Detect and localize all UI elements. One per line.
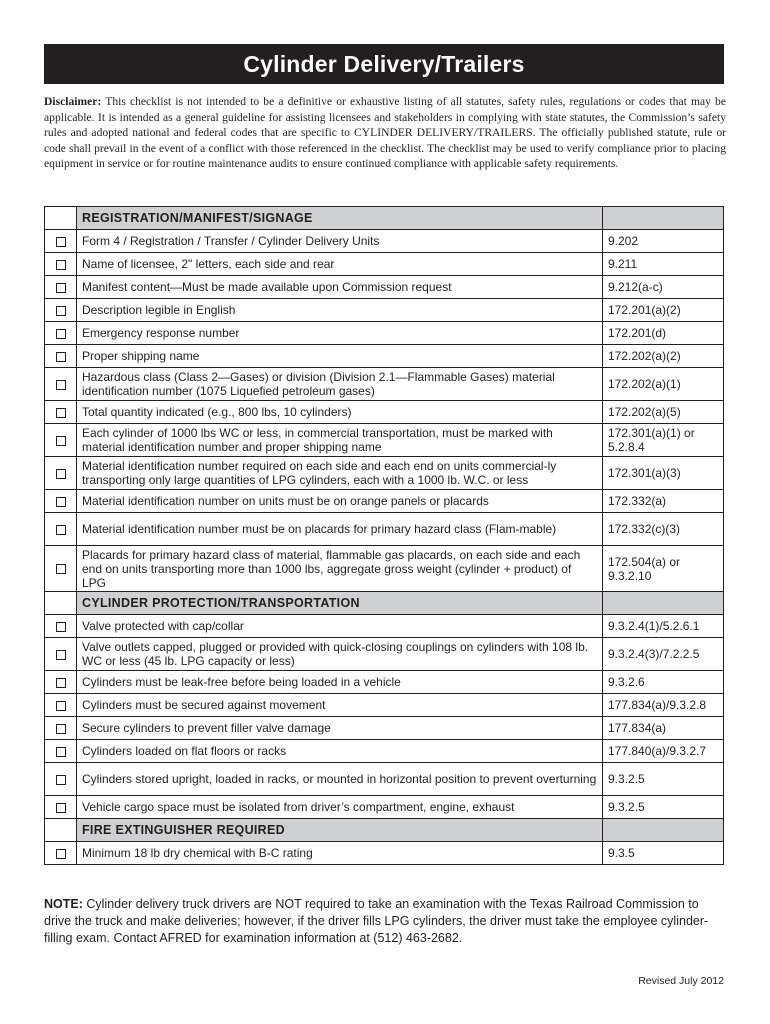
item-reference: 177.834(a) — [603, 717, 724, 740]
checklist-row — [45, 842, 724, 865]
item-text: Emergency response number — [77, 322, 603, 345]
checklist-row — [45, 424, 724, 457]
checklist-row — [45, 671, 724, 694]
item-text: Material identification number must be on placards for primary hazard class (Flam-mable) — [77, 513, 603, 546]
checkbox[interactable] — [56, 306, 66, 316]
item-reference: 172.301(a)(1) or 5.2.8.4 — [603, 424, 724, 457]
checklist-table — [44, 206, 724, 865]
item-reference: 177.840(a)/9.3.2.7 — [603, 740, 724, 763]
section-header-registration — [45, 207, 724, 230]
item-text: Proper shipping name — [77, 345, 603, 368]
note-text: Cylinder delivery truck drivers are NOT required to take an examination with the Texas Railroad Commission to drive the truck and make deliveries; however, if the driver fills LPG cylinders, the driver must take the employee cylinder-filling exam. Contact AFRED for examination information at (512) 463-2682. — [44, 897, 709, 945]
revision-date: Revised July 2012 — [638, 975, 724, 987]
checkbox[interactable] — [56, 622, 66, 632]
item-text: Cylinders must be secured against movement — [77, 694, 603, 717]
item-text: Material identification number on units must be on orange panels or placards — [77, 490, 603, 513]
item-reference: 172.504(a) or 9.3.2.10 — [603, 546, 724, 592]
item-text: Minimum 18 lb dry chemical with B-C rating — [77, 842, 603, 865]
checkbox[interactable] — [56, 469, 66, 479]
disclaimer — [44, 94, 726, 172]
item-text: Cylinders stored upright, loaded in racks, or mounted in horizontal position to prevent overturning — [77, 763, 603, 796]
item-text: Vehicle cargo space must be isolated from driver’s compartment, engine, exhaust — [77, 796, 603, 819]
item-text: Cylinders loaded on flat floors or racks — [77, 740, 603, 763]
item-text: Valve protected with cap/collar — [77, 615, 603, 638]
checkbox[interactable] — [56, 678, 66, 688]
item-reference: 172.202(a)(2) — [603, 345, 724, 368]
item-reference: 9.3.2.5 — [603, 763, 724, 796]
checkbox[interactable] — [56, 564, 66, 574]
item-text: Material identification number required on each side and each end on units commercial-ly transporting only large quantities of LPG cylinders, each with a 1000 lb. W.C. or less — [77, 457, 603, 490]
checkbox[interactable] — [56, 380, 66, 390]
checklist-row — [45, 457, 724, 490]
section-heading: REGISTRATION/MANIFEST/SIGNAGE — [77, 207, 603, 230]
checklist-row — [45, 299, 724, 322]
checklist-row — [45, 694, 724, 717]
item-text: Total quantity indicated (e.g., 800 lbs, 10 cylinders) — [77, 401, 603, 424]
checklist-row — [45, 490, 724, 513]
checklist-row — [45, 368, 724, 401]
checkbox[interactable] — [56, 701, 66, 711]
checkbox[interactable] — [56, 260, 66, 270]
checkbox[interactable] — [56, 352, 66, 362]
item-reference: 9.3.2.4(3)/7.2.2.5 — [603, 638, 724, 671]
checklist-row — [45, 740, 724, 763]
disclaimer-label: Disclaimer: — [44, 95, 102, 108]
checkbox[interactable] — [56, 525, 66, 535]
item-reference: 172.201(d) — [603, 322, 724, 345]
section-header-fire-extinguisher — [45, 819, 724, 842]
checkbox[interactable] — [56, 237, 66, 247]
checkbox[interactable] — [56, 650, 66, 660]
checklist-row — [45, 253, 724, 276]
section-heading: CYLINDER PROTECTION/TRANSPORTATION — [77, 592, 603, 615]
checklist-row — [45, 638, 724, 671]
item-reference: 177.834(a)/9.3.2.8 — [603, 694, 724, 717]
item-text: Valve outlets capped, plugged or provided with quick-closing couplings on cylinders with 108 lb. WC or less (45 lb. LPG capacity or less) — [77, 638, 603, 671]
checklist-row — [45, 546, 724, 592]
checkbox[interactable] — [56, 497, 66, 507]
checkbox[interactable] — [56, 408, 66, 418]
checklist-row — [45, 717, 724, 740]
checkbox[interactable] — [56, 283, 66, 293]
checkbox[interactable] — [56, 849, 66, 859]
item-reference: 9.211 — [603, 253, 724, 276]
item-text: Description legible in English — [77, 299, 603, 322]
item-reference: 9.202 — [603, 230, 724, 253]
note-label: NOTE: — [44, 897, 83, 911]
item-reference: 172.332(c)(3) — [603, 513, 724, 546]
item-text: Manifest content—Must be made available upon Commission request — [77, 276, 603, 299]
item-text: Placards for primary hazard class of material, flammable gas placards, on each side and each end on units transporting more than 1000 lbs, aggregate gross weight (cylinder + product) of LPG — [77, 546, 603, 592]
item-reference: 172.201(a)(2) — [603, 299, 724, 322]
item-text: Form 4 / Registration / Transfer / Cylinder Delivery Units — [77, 230, 603, 253]
item-text: Name of licensee, 2" letters, each side and rear — [77, 253, 603, 276]
item-reference: 9.3.5 — [603, 842, 724, 865]
checklist-row — [45, 276, 724, 299]
checklist-row — [45, 230, 724, 253]
checklist-row — [45, 615, 724, 638]
item-text: Hazardous class (Class 2—Gases) or division (Division 2.1—Flammable Gases) material identification number (1075 Liquefied petroleum gases) — [77, 368, 603, 401]
disclaimer-text: This checklist is not intended to be a definitive or exhaustive listing of all statutes, safety rules, regulations or codes that may be applicable. It is intended as a general guideline for assisting licensees and stakeholders in complying with state statutes, the Commission’s safety rules and adopted national and federal codes that are specific to CYLINDER DELIVERY/TRAILERS. The officially published statute, rule or code shall prevail in the event of a conflict with those referenced in the checklist. The checklist may be used to verify compliance prior to placing equipment in service or for routine maintenance audits to ensure continued compliance with applicable safety requirements. — [44, 95, 726, 171]
item-reference: 9.3.2.5 — [603, 796, 724, 819]
checkbox[interactable] — [56, 436, 66, 446]
item-reference: 172.202(a)(1) — [603, 368, 724, 401]
section-header-cylinder-protection — [45, 592, 724, 615]
item-reference: 9.212(a-c) — [603, 276, 724, 299]
checkbox[interactable] — [56, 747, 66, 757]
checklist-row — [45, 763, 724, 796]
checkbox[interactable] — [56, 775, 66, 785]
item-text: Cylinders must be leak-free before being loaded in a vehicle — [77, 671, 603, 694]
item-reference: 172.301(a)(3) — [603, 457, 724, 490]
checkbox[interactable] — [56, 724, 66, 734]
checkbox[interactable] — [56, 803, 66, 813]
note — [44, 896, 724, 947]
checklist-row — [45, 401, 724, 424]
checklist-row — [45, 345, 724, 368]
item-reference: 172.202(a)(5) — [603, 401, 724, 424]
item-text: Each cylinder of 1000 lbs WC or less, in commercial transportation, must be marked with material identification number and proper shipping name — [77, 424, 603, 457]
checklist-row — [45, 322, 724, 345]
section-heading: FIRE EXTINGUISHER REQUIRED — [77, 819, 603, 842]
checklist-row — [45, 796, 724, 819]
item-reference: 9.3.2.4(1)/5.2.6.1 — [603, 615, 724, 638]
item-reference: 172.332(a) — [603, 490, 724, 513]
page-title: Cylinder Delivery/Trailers — [44, 44, 724, 84]
item-text: Secure cylinders to prevent filler valve damage — [77, 717, 603, 740]
item-reference: 9.3.2.6 — [603, 671, 724, 694]
checklist-row — [45, 513, 724, 546]
checkbox[interactable] — [56, 329, 66, 339]
